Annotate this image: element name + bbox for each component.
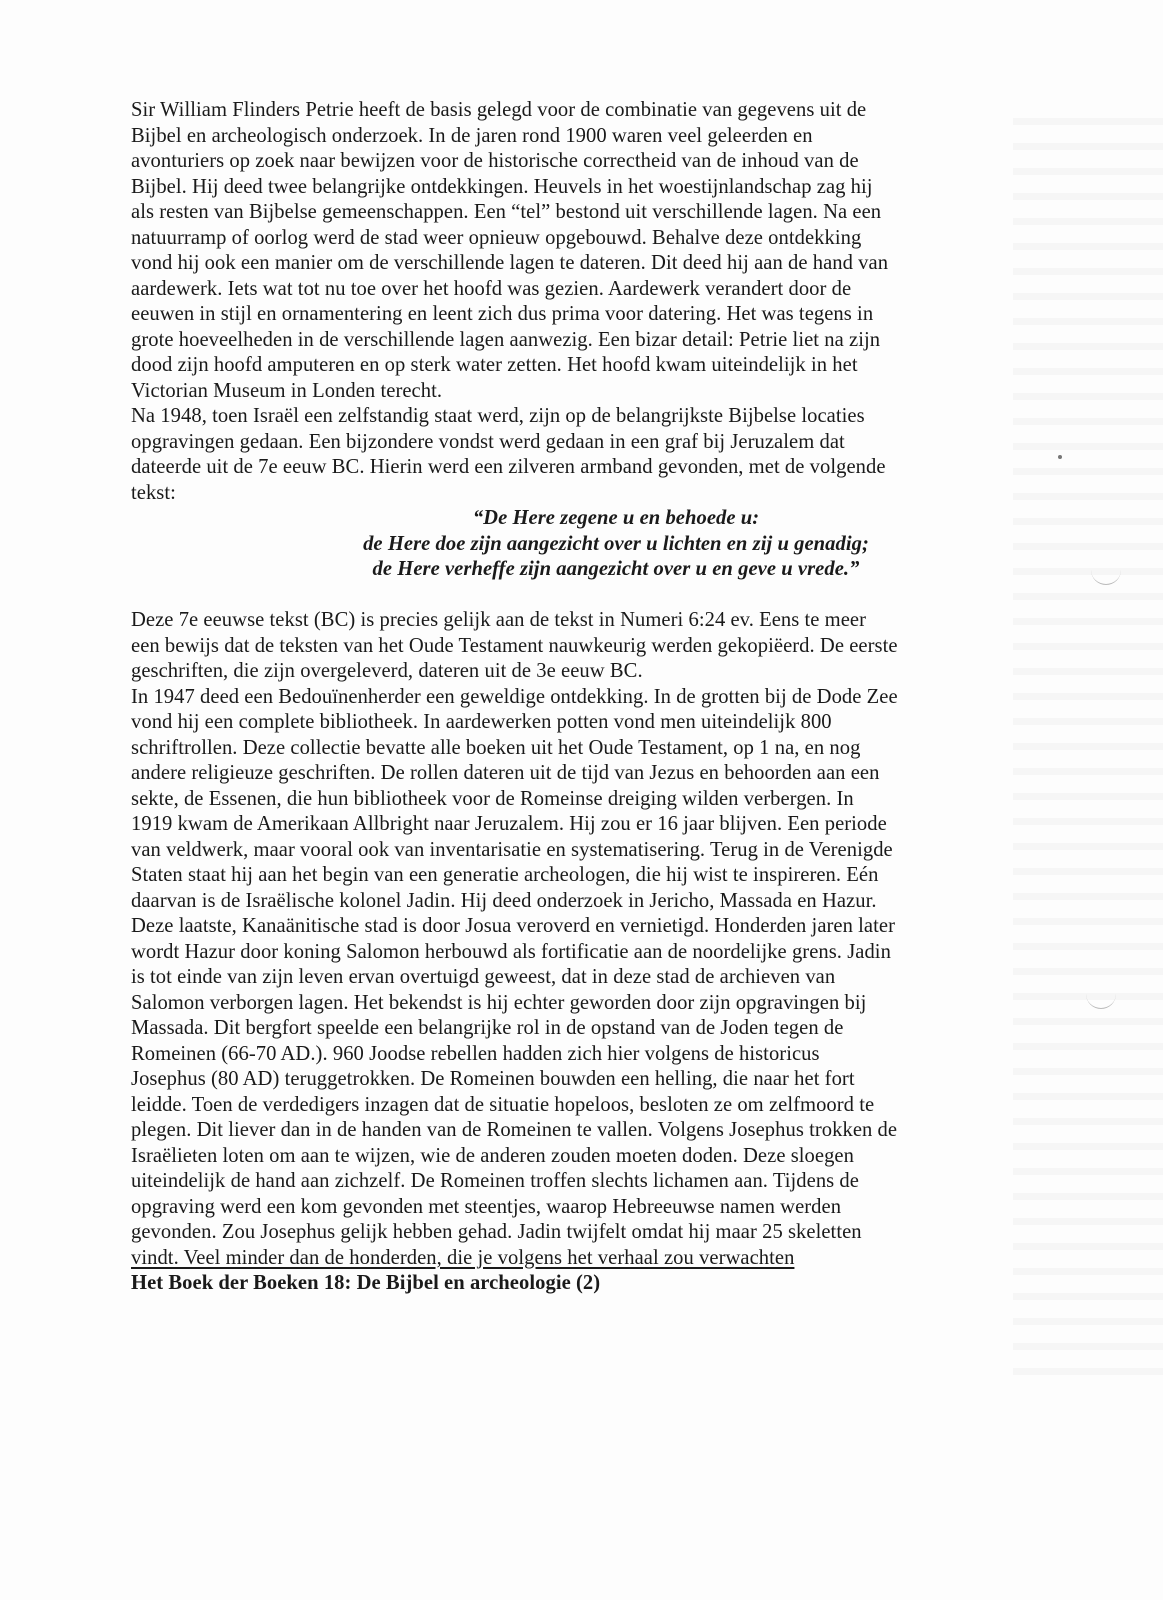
text-line: opgraving werd een kom gevonden met steentjes, waarop Hebreeuwse namen werden <box>131 1195 842 1218</box>
text-line: Bijbel en archeologisch onderzoek. In de jaren rond 1900 waren veel geleerden en <box>131 124 813 147</box>
text-line: Deze 7e eeuwse tekst (BC) is precies gelijk aan de tekst in Numeri 6:24 ev. Eens te meer <box>131 609 867 631</box>
text-line: Massada. Dit bergfort speelde een belangrijke rol in de opstand van de Joden tegen de <box>131 1017 844 1039</box>
text-line: dateerde uit de 7e eeuw BC. Hierin werd een zilveren armband gevonden, met de volgende <box>131 456 886 478</box>
text-line: vond hij een complete bibliotheek. In aardewerken potten vond men uiteindelijk 800 <box>131 711 832 733</box>
text-line: plegen. Dit liever dan in de handen van de Romeinen te vallen. Volgens Josephus trokken de <box>131 1119 898 1141</box>
quote-line: de Here verheffe zijn aangezicht over u en geve u vrede.” <box>372 558 860 580</box>
text-line: Salomon verborgen lagen. Het bekendst is hij echter geworden door zijn opgravingen bij <box>131 991 867 1014</box>
text-line: andere religieuze geschriften. De rollen dateren uit de tijd van Jezus en behoorden aan een <box>131 762 880 784</box>
text-line: leidde. Toen de verdedigers inzagen dat de situatie hopeloos, besloten ze om zelfmoord te <box>131 1093 875 1116</box>
speck-mark <box>1058 455 1062 459</box>
quote-line: “De Here zegene u en behoede u: <box>472 507 760 529</box>
text-line: Deze laatste, Kanaänitische stad is door Josua veroverd en vernietigd. Honderden jaren later <box>131 915 895 937</box>
article-text <box>131 98 1031 1297</box>
text-line: Josephus (80 AD) teruggetrokken. De Romeinen bouwden een helling, die naar het fort <box>131 1068 855 1090</box>
text-line: Victorian Museum in Londen terecht. <box>131 379 443 402</box>
text-line: uiteindelijk de hand aan zichzelf. De Romeinen troffen slechts lichamen aan. Tijdens de <box>131 1170 859 1192</box>
text-line: wordt Hazur door koning Salomon herbouwd als fortificatie aan de noordelijke grens. Jadin <box>131 940 891 963</box>
text-line: natuurramp of oorlog werd de stad weer opnieuw opgebouwd. Behalve deze ontdekking <box>131 226 862 249</box>
text-line: Bijbel. Hij deed twee belangrijke ontdekkingen. Heuvels in het woestijnlandschap zag hij <box>131 175 873 198</box>
text-line: is tot einde van zijn leven ervan overtuigd geweest, dat in deze stad de archieven van <box>131 966 836 988</box>
paragraph-dead-sea <box>131 685 1031 1272</box>
text-line: grote hoeveelheden in de verschillende lagen aanwezig. Een bizar detail: Petrie liet na zijn <box>131 328 881 351</box>
text-line-underlined: vindt. Veel minder dan de honderden, die je volgens het verhaal zou verwachten <box>131 1246 795 1269</box>
text-line: tekst: <box>131 481 176 504</box>
text-line: Staten staat hij aan het begin van een generatie archeologen, die hij wist te inspireren. Eén <box>131 864 879 886</box>
paragraph-numeri <box>131 608 1031 685</box>
text-line: daarvan is de Israëlische kolonel Jadin. Hij deed onderzoek in Jericho, Massada en Hazur. <box>131 889 877 912</box>
text-line: Israëlieten loten om aan te wijzen, wie de anderen zouden moeten doden. Deze sloegen <box>131 1144 854 1167</box>
text-line: vond hij ook een manier om de verschillende lagen te dateren. Dit deed hij aan de hand van <box>131 252 889 274</box>
text-line: sekte, de Essenen, die hun bibliotheek voor de Romeinse dreiging wilden verbergen. In <box>131 787 854 810</box>
text-line: geschriften, die zijn overgeleverd, dateren uit de 3e eeuw BC. <box>131 660 643 682</box>
text-line: Sir William Flinders Petrie heeft de basis gelegd voor de combinatie van gegevens uit de <box>131 99 867 121</box>
text-line: 1919 kwam de Amerikaan Allbright naar Jeruzalem. Hij zou er 16 jaar blijven. Een periode <box>131 813 887 835</box>
text-line: opgravingen gedaan. Een bijzondere vondst werd gedaan in een graf bij Jeruzalem dat <box>131 430 845 453</box>
bleed-through-shading <box>1013 100 1163 1380</box>
text-line: dood zijn hoofd amputeren en op sterk water zetten. Het hoofd kwam uiteindelijk in het <box>131 354 858 376</box>
text-line: aardewerk. Iets wat tot nu toe over het hoofd was gezien. Aardewerk verandert door de <box>131 277 852 300</box>
blessing-quote <box>131 506 1031 583</box>
text-line: een bewijs dat de teksten van het Oude Testament nauwkeurig werden gekopiëerd. De eerste <box>131 634 898 657</box>
text-line: gevonden. Zou Josephus gelijk hebben gehad. Jadin twijfelt omdat hij maar 25 skeletten <box>131 1221 862 1243</box>
text-line: In 1947 deed een Bedouïnenherder een geweldige ontdekking. In de grotten bij de Dode Zee <box>131 685 898 708</box>
paragraph-1948 <box>131 404 1031 506</box>
text-line: van veldwerk, maar vooral ook van inventarisatie en systematisering. Terug in de Verenigde <box>131 838 893 861</box>
quote-line: de Here doe zijn aangezicht over u lichten en zij u genadig; <box>363 532 869 555</box>
text-line: eeuwen in stijl en ornamentering en leent zich dus prima voor datering. Het was tegens in <box>131 303 874 325</box>
footer-title: Het Boek der Boeken 18: De Bijbel en archeologie (2) <box>131 1272 601 1294</box>
text-line: Romeinen (66-70 AD.). 960 Joodse rebellen hadden zich hier volgens de historicus <box>131 1042 820 1065</box>
text-line: schriftrollen. Deze collectie bevatte alle boeken uit het Oude Testament, op 1 na, en nog <box>131 736 861 759</box>
text-line: Na 1948, toen Israël een zelfstandig staat werd, zijn op de belangrijkste Bijbelse locaties <box>131 405 865 427</box>
paragraph-petrie <box>131 98 1031 404</box>
text-line: avonturiers op zoek naar bewijzen voor de historische correctheid van de inhoud van de <box>131 150 859 172</box>
blank-line <box>131 583 1031 609</box>
text-line: als resten van Bijbelse gemeenschappen. Een “tel” bestond uit verschillende lagen. Na een <box>131 201 882 223</box>
